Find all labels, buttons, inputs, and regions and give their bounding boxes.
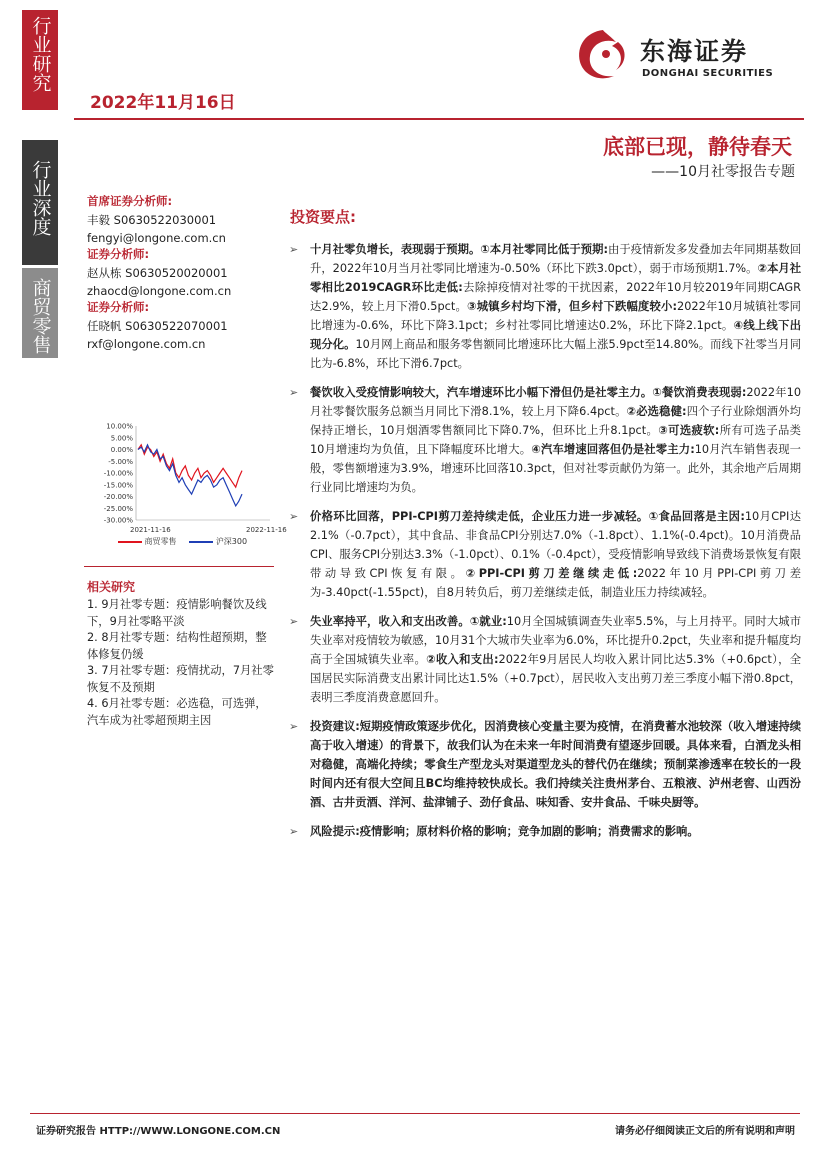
point-lead: 失业率持平，收入和支出改善。①就业: bbox=[310, 615, 507, 628]
analyst-email[interactable]: zhaocd@longone.com.cn bbox=[87, 284, 232, 298]
point-lead: ②收入和支出: bbox=[426, 653, 499, 666]
x-tick-label: 2022-11-16 bbox=[246, 526, 287, 534]
analyst-name: 赵从栋 S0630520020001 bbox=[87, 266, 228, 280]
analyst-role: 首席证券分析师: bbox=[87, 194, 173, 208]
series-line-hs300 bbox=[138, 445, 242, 506]
donghai-logo-icon bbox=[568, 24, 638, 88]
analyst-role: 证券分析师: bbox=[87, 247, 150, 261]
point-text: 由于疫情新发多发叠加去年同期基数回升，2022年10月当月社零同比增速为-0.50%（环比下跌3.0pct），弱于市场预期1.7%。 bbox=[310, 243, 801, 275]
bullet-arrow-icon: ➢ bbox=[289, 615, 299, 628]
key-point-2 bbox=[286, 383, 801, 497]
related-title: 相关研究 bbox=[87, 580, 136, 594]
point-text: 2022年10月社零餐饮服务总额当月同比下滑8.1%，较上月下降6.4pct。 bbox=[310, 386, 802, 418]
point-text: 10月网上商品和服务零售额同比增速环比大幅上涨5.9pct至14.80%。而线下社零当月同比为-6.8%，环比下滑6.7pct。 bbox=[310, 338, 801, 370]
y-tick-label: 0.00% bbox=[110, 446, 133, 454]
tab-retail-label: 商贸零售 bbox=[29, 278, 52, 354]
legend-label-retail: 商贸零售 bbox=[144, 537, 177, 546]
brand-name-cn: 东海证券 bbox=[640, 37, 749, 66]
point-lead: 餐饮收入受疫情影响较大，汽车增速环比小幅下滑但仍是社零主力。①餐饮消费表现弱: bbox=[310, 386, 747, 399]
point-lead: ②必选稳健: bbox=[626, 405, 687, 418]
chart-legend bbox=[118, 536, 247, 547]
footer-divider bbox=[30, 1113, 800, 1114]
point-text: 去除掉疫情对社零的干扰因素，2022年10月较2019年同期CAGR达2.9%，较上月下滑0.5pct。 bbox=[310, 281, 801, 313]
tab-industry-research bbox=[22, 10, 58, 110]
analyst-role: 证券分析师: bbox=[87, 300, 150, 314]
header-divider bbox=[74, 118, 804, 120]
related-item[interactable]: 1. 9月社零专题：疫情影响餐饮及线下，9月社零略平淡 bbox=[87, 598, 267, 628]
point-text: 所有可选子品类10月增速均为负值，且下降幅度环比增大。 bbox=[310, 424, 801, 456]
x-tick-label: 2021-11-16 bbox=[130, 526, 171, 534]
point-lead: 十月社零负增长，表现弱于预期。①本月社零同比低于预期: bbox=[310, 243, 608, 256]
point-lead: ②本月社零相比2019CAGR环比走低: bbox=[310, 262, 801, 294]
page-subtitle: ——10月社零报告专题 bbox=[651, 164, 795, 180]
bullet-arrow-icon: ➢ bbox=[289, 386, 299, 399]
related-list bbox=[87, 597, 277, 729]
y-tick-label: -30.00% bbox=[103, 516, 133, 525]
series-line-retail bbox=[138, 445, 242, 487]
point-lead: ④汽车增速回落但仍是社零主力: bbox=[531, 443, 695, 456]
analyst-email[interactable]: rxf@longone.com.cn bbox=[87, 337, 206, 351]
legend-swatch-retail bbox=[118, 541, 142, 543]
point-text: 四个子行业除烟酒外均保持正增长，10月烟酒零售额同比下降0.7%，但环比上升8.1pct。 bbox=[310, 405, 801, 437]
footer-right: 请务必仔细阅读正文后的所有说明和声明 bbox=[615, 1126, 795, 1137]
bullet-arrow-icon: ➢ bbox=[289, 243, 299, 256]
page-title: 底部已现，静待春天 bbox=[603, 135, 792, 159]
tab-retail bbox=[22, 268, 58, 358]
section-title: 投资要点: bbox=[290, 208, 356, 226]
key-point-5 bbox=[286, 717, 801, 812]
tab-industry-research-label: 行业研究 bbox=[29, 16, 52, 92]
point-text: 2022年10月PPI-CPI剪刀差为-3.40pct(-1.55pct)，自8月转负后，剪刀差继续走低，制造业压力持续减轻。 bbox=[310, 567, 801, 599]
bullet-arrow-icon: ➢ bbox=[289, 510, 299, 523]
bullet-arrow-icon: ➢ bbox=[289, 825, 299, 838]
point-text: 疫情影响；原材料价格的影响；竞争加剧的影响；消费需求的影响。 bbox=[359, 825, 699, 838]
related-item[interactable]: 3. 7月社零专题：疫情扰动，7月社零恢复不及预期 bbox=[87, 664, 274, 694]
point-text: 10月CPI达2.1%（-0.7pct），其中食品、非食品CPI分别达7.0%（-1.8pct）、1.1%(-0.4pct)。10月消费品CPI、服务CPI分别达3.3%（-1.0pct）、0.1%（-0.4pct），受疫情影响导致线下消费场景恢复有限带动导致CPI恢复有限。 bbox=[310, 510, 801, 580]
analyst-block bbox=[87, 193, 231, 352]
point-text: 短期疫情政策逐步优化，因消费核心变量主要为疫情，在消费蓄水池较深（收入增速持续高于收入增速）的背景下，故我们认为在未来一年时间消费有望逐步回暖。具体来看，白酒龙头相对稳健，高端化持续；零食生产型龙头对渠道型龙头的替代仍在继续；预制菜渗透率在较长的一段时间内还有很大空间且BC均维持较快成长。我们持续关注贵州茅台、五粮液、泸州老窖、山西汾酒、古井贡酒、洋河、盐津铺子、劲仔食品、味知香、安井食品、千味央厨等。 bbox=[310, 720, 801, 809]
point-lead: 风险提示: bbox=[310, 825, 360, 838]
related-item[interactable]: 4. 6月社零专题：必选稳，可选弹，汽车成为社零超预期主因 bbox=[87, 697, 267, 727]
point-text: 10月汽车销售表现一般，零售额增速为3.9%，增速环比回落10.3pct，但对社零贡献仍为第一。此外，其余地产后周期行业同比增速均为负。 bbox=[310, 443, 801, 494]
y-tick-label: -5.00% bbox=[108, 457, 133, 466]
point-lead: 价格环比回落，PPI-CPI剪刀差持续走低，企业压力进一步减轻。①食品回落是主因: bbox=[310, 510, 745, 523]
y-tick-label: 5.00% bbox=[110, 434, 133, 443]
footer-left[interactable]: 证券研究报告 HTTP://WWW.LONGONE.COM.CN bbox=[36, 1126, 281, 1137]
key-point-4 bbox=[286, 612, 801, 707]
point-text: 2022年9月居民人均收入累计同比达5.3%（+0.6pct），全国居民实际消费支出累计同比达1.5%（+0.7pct），居民收入支出剪刀差三季度小幅下滑0.8pct，表明三季度消费意愿回升。 bbox=[310, 653, 801, 704]
y-tick-label: -25.00% bbox=[103, 504, 133, 513]
report-date: 2022年11月16日 bbox=[90, 93, 236, 113]
analyst-email[interactable]: fengyi@longone.com.cn bbox=[87, 231, 226, 245]
related-item[interactable]: 2. 8月社零专题：结构性超预期，整体修复仍缓 bbox=[87, 631, 267, 661]
point-lead: ④线上线下出现分化。 bbox=[310, 319, 801, 351]
analyst-name: 丰毅 S0630522030001 bbox=[87, 213, 217, 227]
point-lead: ③可选疲软: bbox=[658, 424, 720, 437]
point-text: 10月全国城镇调查失业率5.5%，与上月持平。同时大城市失业率对疫情较为敏感，10月31个大城市失业率为6.0%，环比提升0.2pct，失业率和提升幅度均高于全国城镇失业率。 bbox=[310, 615, 802, 666]
y-tick-label: -20.00% bbox=[103, 493, 133, 501]
point-text: 2022年10月城镇社零同比增速为-0.6%，环比下降3.1pct；乡村社零同比增速达0.2%，环比下降2.1pct。 bbox=[310, 300, 801, 332]
key-point-6 bbox=[286, 822, 801, 841]
y-tick-label: 10.00% bbox=[106, 422, 133, 431]
key-point-3 bbox=[286, 507, 801, 602]
point-lead: ③城镇乡村均下滑，但乡村下跌幅度较小: bbox=[467, 300, 678, 313]
key-points bbox=[286, 240, 801, 851]
point-lead: 投资建议: bbox=[310, 720, 360, 733]
analyst-name: 任晓帆 S0630522070001 bbox=[87, 319, 228, 333]
brand-name-en: DONGHAI SECURITIES bbox=[642, 68, 774, 79]
y-tick-label: -10.00% bbox=[103, 469, 133, 478]
key-point-1 bbox=[286, 240, 801, 373]
sidebar-divider bbox=[84, 566, 274, 567]
point-lead: ②PPI-CPI剪刀差继续走低: bbox=[465, 567, 638, 580]
tab-industry-depth-label: 行业深度 bbox=[29, 160, 52, 236]
bullet-arrow-icon: ➢ bbox=[289, 720, 299, 733]
y-tick-label: -15.00% bbox=[103, 481, 133, 490]
legend-swatch-hs300 bbox=[189, 541, 213, 543]
legend-label-hs300: 沪深300 bbox=[215, 537, 248, 546]
